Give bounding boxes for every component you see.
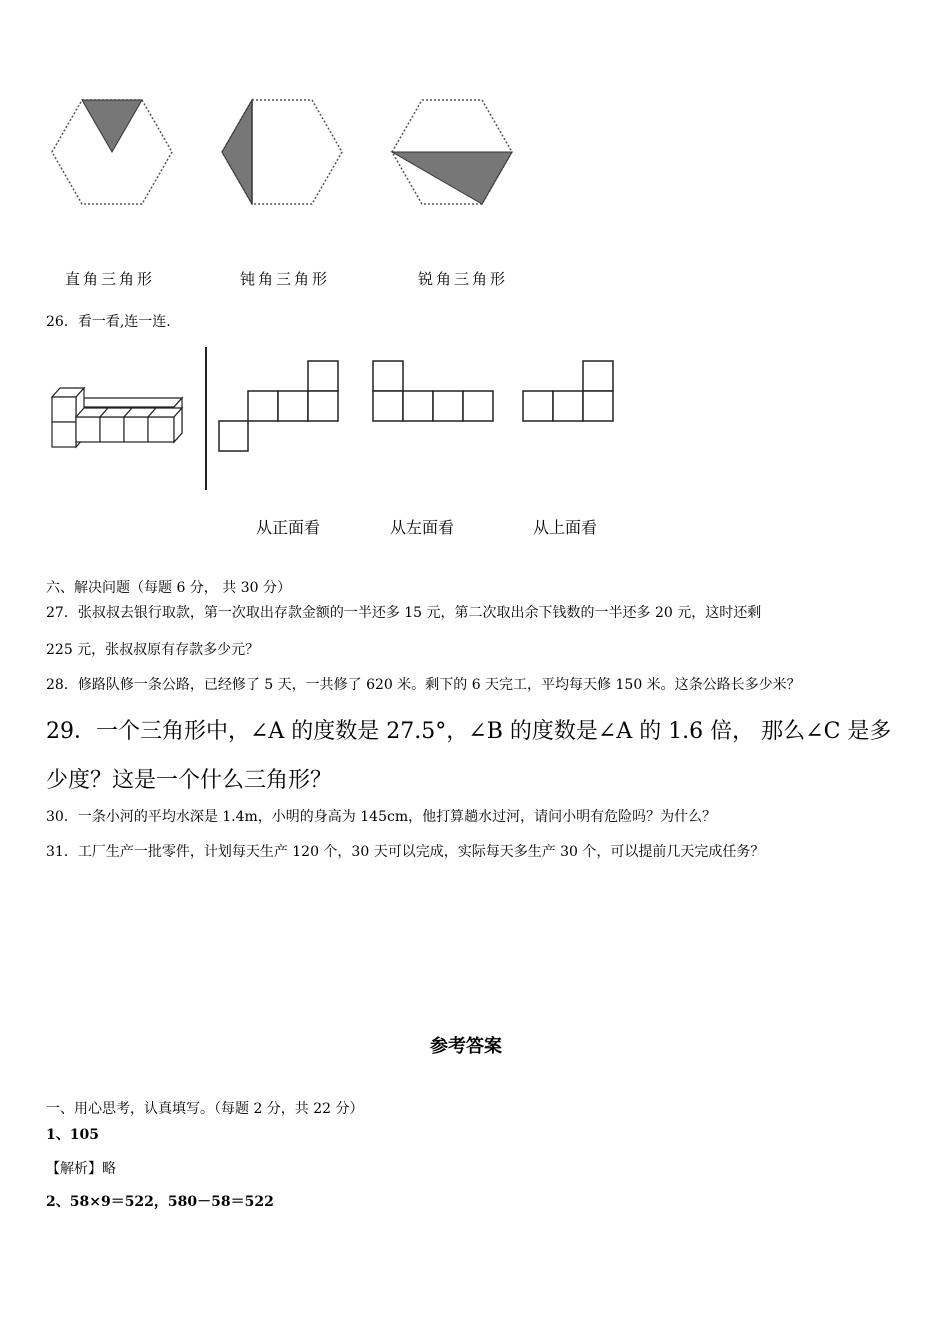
section6-header: 六、解决问题（每题 6 分， 共 30 分）	[46, 580, 291, 596]
q31-text: 31．工厂生产一批零件，计划每天生产 120 个，30 天可以完成，实际每天多生产 30 个，可以提前几天完成任务？	[46, 844, 765, 860]
shaded-acute-triangle	[392, 152, 512, 204]
q28-text: 28．修路队修一条公路，已经修了 5 天，一共修了 620 米。剩下的 6 天完工，平均每天修 150 米。这条公路长多少米？	[46, 677, 801, 693]
label-obtuse-triangle: 钝角三角形	[240, 270, 331, 288]
answers-title: 参考答案	[430, 1036, 502, 1057]
label-right-triangle: 直角三角形	[65, 270, 156, 288]
shaded-right-triangle	[82, 100, 142, 152]
view-label-front: 从正面看	[256, 518, 321, 537]
hexagon-right-triangle-figure	[50, 98, 175, 208]
label-acute-triangle: 锐角三角形	[418, 270, 509, 288]
answers-section1-header: 一、用心思考，认真填写。（每题 2 分，共 22 分）	[46, 1101, 364, 1117]
q29-line2: 少度？这是一个什么三角形？	[46, 768, 333, 793]
q26-text: 26．看一看,连一连.	[46, 314, 171, 330]
view-grid-3	[522, 360, 617, 425]
q27-line1: 27．张叔叔去银行取款，第一次取出存款金额的一半还多 15 元，第二次取出余下钱数的一半还多 20 元，这时还剩	[46, 605, 762, 621]
shaded-obtuse-triangle	[222, 100, 252, 204]
q29-line1: 29．一个三角形中，∠A 的度数是 27.5°，∠B 的度数是∠A 的 1.6 倍， 那么∠C 是多	[46, 719, 892, 744]
q27-line2: 225 元，张叔叔原有存款多少元？	[46, 642, 260, 658]
answer-2: 2、58×9＝522，580－58＝522	[46, 1194, 274, 1210]
hexagon-acute-triangle-figure	[390, 98, 515, 208]
view-label-left: 从左面看	[390, 518, 455, 537]
answer-1: 1、105	[46, 1127, 99, 1143]
answer-1-analysis: 【解析】略	[46, 1161, 116, 1177]
cube-solid-figure	[50, 385, 185, 455]
q30-text: 30．一条小河的平均水深是 1.4m，小明的身高为 145cm，他打算趟水过河，请问小明有危险吗？为什么？	[46, 809, 717, 825]
vertical-divider	[205, 347, 207, 490]
view-label-top: 从上面看	[533, 518, 598, 537]
view-grid-1	[218, 360, 343, 455]
view-grid-2	[372, 360, 497, 425]
hexagon-obtuse-triangle-figure	[220, 98, 345, 208]
